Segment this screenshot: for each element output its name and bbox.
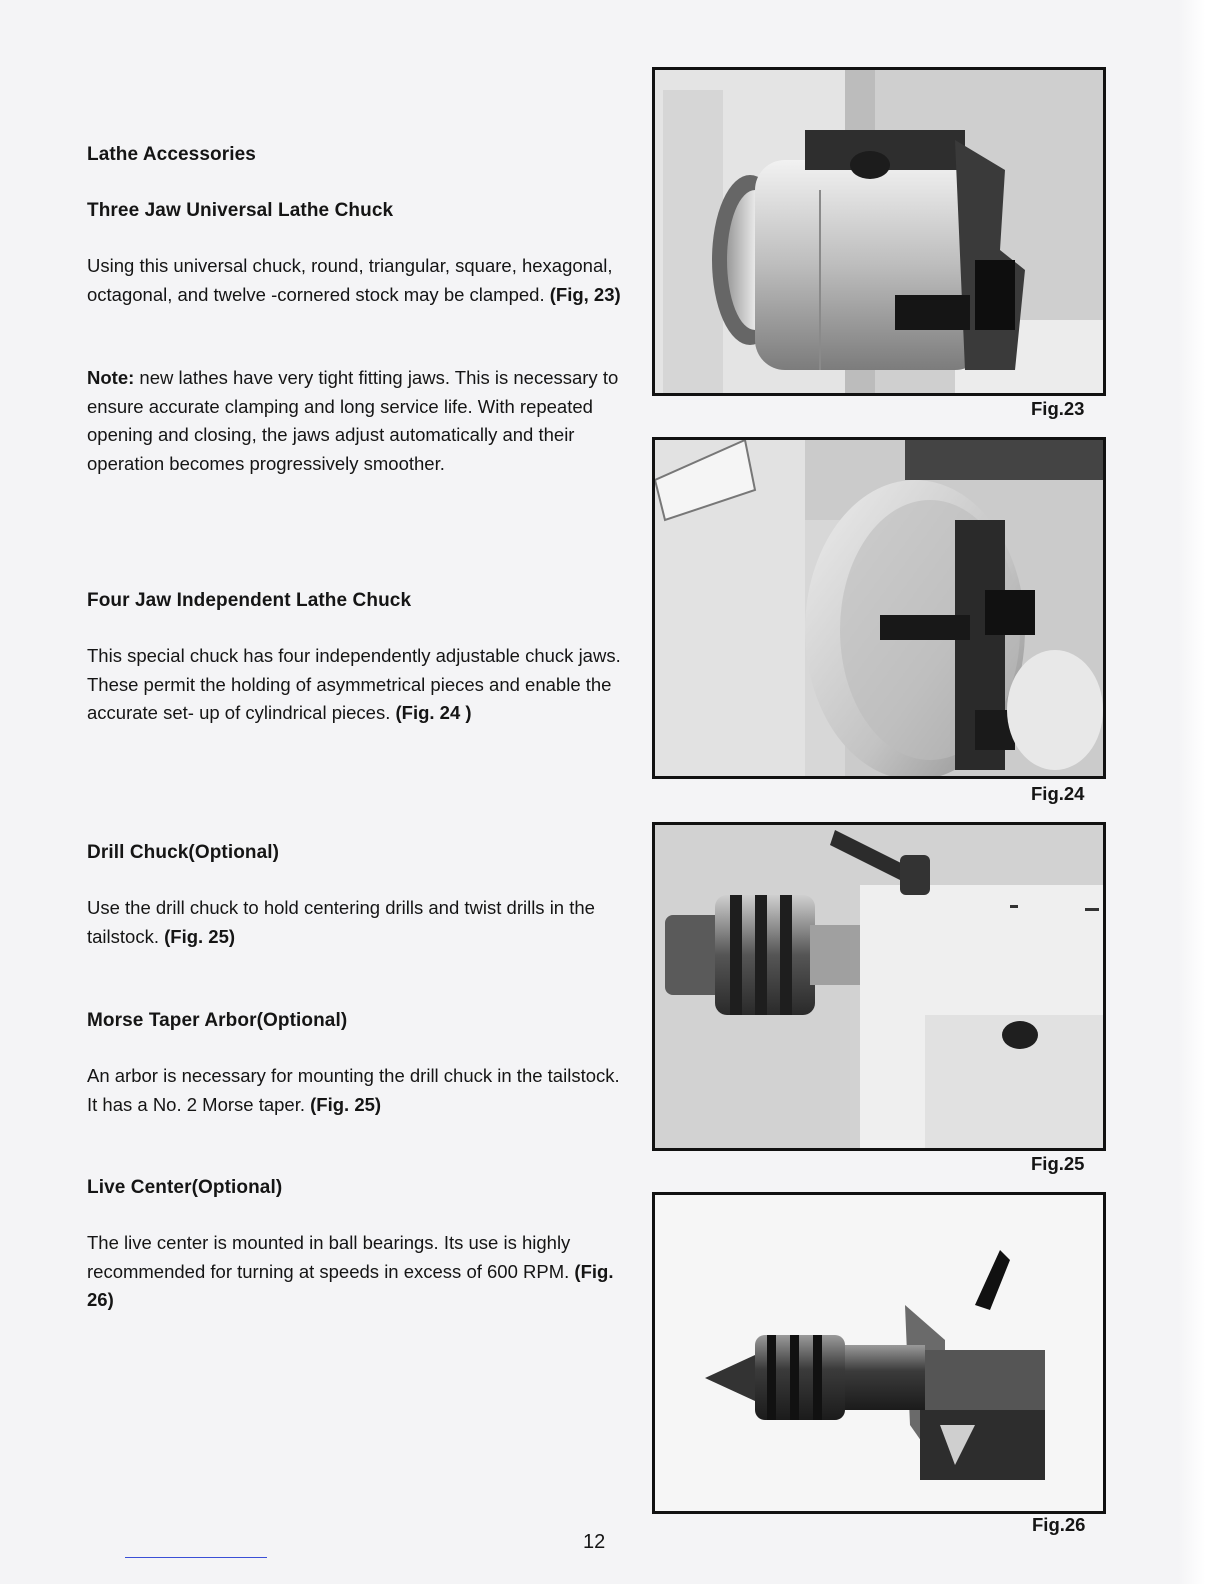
- figure-24-photo: [652, 437, 1106, 779]
- note-section: [87, 364, 622, 478]
- underline-mark: [125, 1557, 267, 1558]
- figure-25-caption: Fig.25: [1031, 1153, 1085, 1174]
- live-center-text: The live center is mounted in ball bearings. Its use is highly recommended for turning at speeds in excess of 600 RPM.: [87, 1232, 571, 1282]
- drill-chuck-fig-ref: (Fig. 25): [164, 925, 236, 947]
- figure-26-caption: Fig.26: [1032, 1514, 1086, 1535]
- four-jaw-chuck-image: [655, 440, 1103, 776]
- page-edge-shading: [1178, 0, 1224, 1584]
- live-center-fig-ref: (Fig. 26): [87, 1260, 614, 1310]
- drill-chuck-text: Use the drill chuck to hold centering drills and twist drills in the tailstock.: [87, 897, 595, 947]
- three-jaw-body: [87, 252, 622, 309]
- figure-25-photo: [652, 822, 1106, 1151]
- four-jaw-text: This special chuck has four independently adjustable chuck jaws. These permit the holding of asymmetrical pieces and enable the accurate set- up of cylindrical pieces.: [87, 645, 621, 723]
- figure-23-photo: [652, 67, 1106, 396]
- note-label: Note:: [87, 367, 135, 388]
- live-center-title: Live Center(Optional): [87, 1177, 283, 1198]
- three-jaw-section: [87, 200, 622, 309]
- drill-chuck-image: [655, 825, 1103, 1148]
- drill-chuck-body: [87, 894, 622, 951]
- figure-23-caption: Fig.23: [1031, 398, 1085, 419]
- drill-chuck-title: Drill Chuck(Optional): [87, 842, 280, 863]
- drill-chuck-section: [87, 842, 622, 951]
- live-center-image: [655, 1195, 1103, 1511]
- morse-taper-fig-ref: (Fig. 25): [310, 1093, 382, 1115]
- three-jaw-fig-ref: (Fig, 23): [549, 283, 621, 305]
- note-body: [87, 364, 622, 478]
- live-center-section: [87, 1177, 622, 1315]
- four-jaw-fig-ref: (Fig. 24 ): [395, 702, 472, 723]
- four-jaw-section: [87, 590, 622, 728]
- four-jaw-body: [87, 642, 622, 728]
- section-heading-block: [87, 144, 622, 166]
- page-number: 12: [583, 1531, 606, 1553]
- note-text: new lathes have very tight fitting jaws. This is necessary to ensure accurate clamping and long service life. With repeated opening and closing, the jaws adjust automatically and their operation becomes progressively smoother.: [87, 367, 619, 474]
- figure-24-caption: Fig.24: [1031, 783, 1085, 804]
- morse-taper-title: Morse Taper Arbor(Optional): [87, 1010, 348, 1031]
- three-jaw-chuck-image: [655, 70, 1103, 393]
- morse-taper-body: [87, 1062, 622, 1119]
- three-jaw-title: Three Jaw Universal Lathe Chuck: [87, 200, 394, 221]
- four-jaw-title: Four Jaw Independent Lathe Chuck: [87, 590, 412, 611]
- three-jaw-text: Using this universal chuck, round, triangular, square, hexagonal, octagonal, and twelve -cornered stock may be clamped.: [87, 255, 613, 305]
- morse-taper-section: [87, 1010, 622, 1119]
- live-center-body: [87, 1229, 622, 1315]
- morse-taper-text: An arbor is necessary for mounting the drill chuck in the tailstock. It has a No. 2 Morse taper.: [87, 1065, 620, 1115]
- figure-26-photo: [652, 1192, 1106, 1514]
- section-heading: Lathe Accessories: [87, 144, 256, 165]
